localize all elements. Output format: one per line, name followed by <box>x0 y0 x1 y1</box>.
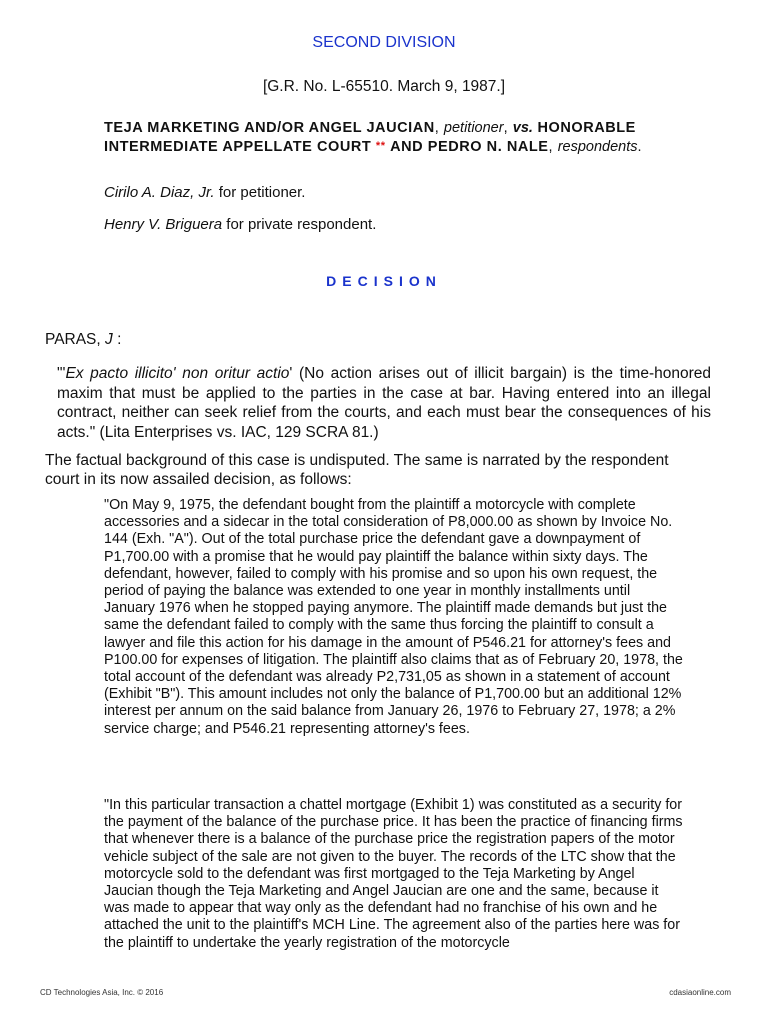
petitioner-role: petitioner <box>443 120 504 136</box>
footer-site-link[interactable]: cdasiaonline.com <box>669 988 731 997</box>
ponente-title: J <box>105 331 113 348</box>
ponente: PARAS, J : <box>45 331 122 348</box>
petitioner-name: TEJA MARKETING AND/OR ANGEL JAUCIAN <box>104 120 435 136</box>
respondent-court: HONORABLE INTERMEDIATE APPELLATE COURT <box>104 120 636 155</box>
versus-label: vs. <box>512 120 533 136</box>
respondent-person: AND PEDRO N. NALE <box>390 139 549 155</box>
latin-maxim: Ex pacto illicito' non oritur actio <box>65 365 290 382</box>
footnote-marker[interactable]: ** <box>375 140 386 152</box>
case-number: [G.R. No. L-65510. March 9, 1987.] <box>262 78 506 95</box>
quoted-paragraph-1: "On May 9, 1975, the defendant bought from the plaintiff a motorcycle with complete accessories and a sidecar in the total consideration of P8,000.00 as shown by Invoice No. 144 (Exh. "A"). Out of the total purchase price the defendant gave a downpayment of P1,700.00 with a promise that he would pay plaintiff the balance within sixty days. The defendant, however, failed to comply with his promise and so upon his own request, the period of paying the balance was extended to one year in monthly installments until January 1976 when he stopped paying anymore. The plaintiff made demands but just the same the defendant failed to comply with the same thus forcing the plaintiff to consult a lawyer and file this action for his damage in the amount of P546.21 for attorney's fees and P100.00 for expenses of litigation. The plaintiff also claims that as of February 20, 1978, the total account of the defendant was already P2,731,05 as shown in a statement of account (Exhibit "B"). This amount includes not only the balance of P1,700.00 but an additional 12% interest per annum on the said balance from January 26, 1976 to February 27, 1978; a 2% service charge; and P546.21 representing attorney's fees. <box>104 497 683 737</box>
footer-copyright: CD Technologies Asia, Inc. © 2016 <box>40 988 164 997</box>
counsel-respondent <box>104 216 376 233</box>
counsel-petitioner <box>104 184 305 201</box>
intro-paragraph: The factual background of this case is undisputed. The same is narrated by the respondent court in its now assailed decision, as follows: <box>45 452 669 488</box>
case-caption: TEJA MARKETING AND/OR ANGEL JAUCIAN, petitioner, vs. HONORABLE INTERMEDIATE APPELLATE COURT ** AND PEDRO N. NALE, respondents. <box>104 120 643 155</box>
epigraph-paragraph: "'Ex pacto illicito' non oritur actio' (No action arises out of illicit bargain) is the time-honored maxim that must be applied to the parties in the case at bar. Having entered into an illegal contract, neither can seek relief from the courts, and each must bear the consequences of his acts." (Lita Enterprises vs. IAC, 129 SCRA 81.) <box>57 365 711 441</box>
epigraph-text: ' (No action arises out of illicit bargain) is the time-honored maxim that must be applied to the parties in the case at bar. Having entered into an illegal contract, neither can seek relief from the courts, and each must bear the consequences of his acts." (Lita Enterprises vs. IAC, 129 SCRA 81.) <box>57 365 711 441</box>
counsel-name: Henry V. Briguera <box>104 216 223 233</box>
counsel-role: for private respondent. <box>226 216 377 233</box>
respondent-role: respondents <box>557 139 638 155</box>
ponente-name: PARAS, <box>45 331 101 348</box>
division-heading: SECOND DIVISION <box>312 34 456 51</box>
decision-heading: DECISION <box>326 273 442 289</box>
counsel-role: for petitioner. <box>218 184 306 201</box>
quoted-paragraph-2: "In this particular transaction a chattel mortgage (Exhibit 1) was constituted as a security for the payment of the balance of the purchase price. It has been the practice of financing firms that whenever there is a balance of the purchase price the registration papers of the motor vehicle subject of the sale are not given to the buyer. The records of the LTC show that the motorcycle sold to the defendant was first mortgaged to the Teja Marketing by Angel Jaucian though the Teja Marketing and Angel Jaucian are one and the same, because it was made to appear that way only as the defendant had no franchise of his own and he attached the unit to the plaintiff's MCH Line. The agreement also of the parties here was for the plaintiff to undertake the yearly registration of the motorcycle <box>104 797 683 951</box>
counsel-name: Cirilo A. Diaz, Jr. <box>104 184 215 201</box>
